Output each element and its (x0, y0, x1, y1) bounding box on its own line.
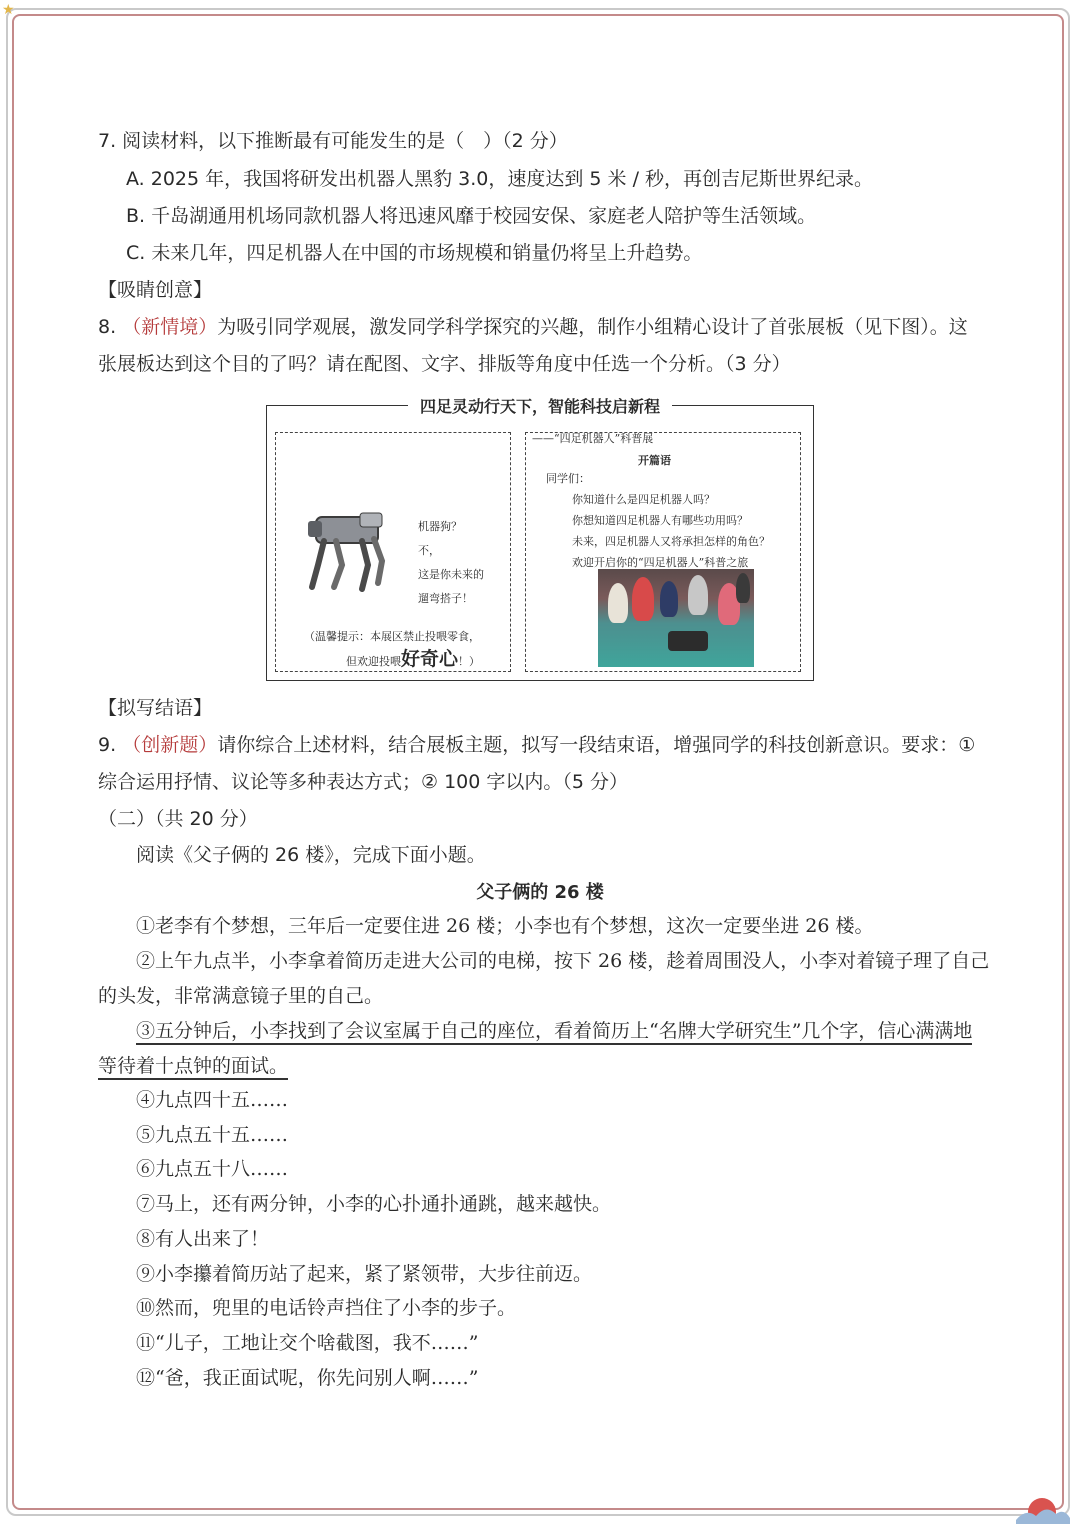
tip-curiosity: 好奇心 (401, 648, 459, 670)
underlined-sentence-a: ③五分钟后，小李找到了会议室属于自己的座位，看着简历上“名牌大学研究生”几个字，信心满满地 (136, 1020, 972, 1045)
right-line-4: 欢迎开启你的“四足机器人”科普之旅 (572, 556, 749, 569)
right-subheader: 开篇语 (638, 454, 671, 467)
story-paragraph-7: ⑦马上，还有两分钟，小李的心扑通扑通跳，越来越快。 (136, 1193, 612, 1215)
part2-instruction: 阅读《父子俩的 26 楼》，完成下面小题。 (136, 844, 486, 866)
exhibition-poster (266, 397, 814, 681)
part2-heading: （二）（共 20 分） (98, 808, 258, 830)
q8-tag: （新情境） (122, 316, 218, 338)
right-line-3: 未来，四足机器人又将承担怎样的角色？ (572, 535, 770, 548)
story-paragraph-3b (98, 1053, 288, 1079)
star-icon: ★ (2, 2, 15, 18)
q7-stem: 7. 阅读材料，以下推断最有可能发生的是（ ）（2 分） (98, 130, 568, 152)
q7-option-a: A. 2025 年，我国将研发出机器人黑豹 3.0，速度达到 5 米 / 秒，再创吉尼斯世界纪录。 (126, 168, 874, 190)
story-paragraph-6: ⑥九点五十八…… (136, 1158, 289, 1180)
story-paragraph-8: ⑧有人出来了！ (136, 1228, 270, 1250)
q7-option-b: B. 千岛湖通用机场同款机器人将迅速风靡于校园安保、家庭老人陪护等生活领域。 (126, 205, 817, 227)
speech-line-2: 不， (418, 544, 440, 557)
poster-title: 四足灵动行天下，智能科技启新程 (267, 394, 813, 417)
poster-left-panel (275, 432, 511, 672)
corner-decoration-icon (1012, 1490, 1070, 1524)
story-paragraph-3a (136, 1018, 972, 1044)
robot-dog-icon (302, 495, 394, 595)
story-paragraph-11: ⑪“儿子，工地让交个啥截图，我不……” (136, 1332, 479, 1354)
story-paragraph-12: ⑫“爸，我正面试呢，你先问别人啊……” (136, 1367, 479, 1389)
story-paragraph-5: ⑤九点五十五…… (136, 1124, 289, 1146)
story-paragraph-9: ⑨小李攥着简历站了起来，紧了紧领带，大步往前迈。 (136, 1263, 593, 1285)
q8-number: 8. (98, 316, 117, 338)
speech-line-1: 机器狗？ (418, 520, 462, 533)
q9-number: 9. (98, 734, 117, 756)
tip-prefix: 但欢迎投喂 (346, 655, 401, 668)
story-title: 父子俩的 26 楼 (476, 882, 604, 903)
tip-suffix: ！） (458, 655, 481, 668)
q9-tag: （创新题） (122, 734, 218, 756)
q9-text-1: 请你综合上述材料，结合展板主题，拟写一段结束语，增强同学的科技创新意识。要求：① (217, 734, 976, 756)
story-paragraph-10: ⑩然而，兜里的电话铃声挡住了小李的步子。 (136, 1297, 517, 1319)
section-ending-heading: 【拟写结语】 (98, 697, 213, 719)
right-greeting: 同学们： (546, 472, 590, 485)
underlined-sentence-b: 等待着十点钟的面试。 (98, 1055, 288, 1080)
q8-text-1: 为吸引同学观展，激发同学科学探究的兴趣，制作小组精心设计了首张展板（见下图）。这 (217, 316, 968, 338)
tip-line-1: （温馨提示：本展区禁止投喂零食， (304, 630, 480, 643)
q7-option-c: C. 未来几年，四足机器人在中国的市场规模和销量仍将呈上升趋势。 (126, 242, 703, 264)
q8-line2: 张展板达到这个目的了吗？请在配图、文字、排版等角度中任选一个分析。（3 分） (98, 353, 791, 375)
q9-line2: 综合运用抒情、议论等多种表达方式；② 100 字以内。（5 分） (98, 771, 629, 793)
q9-line1 (98, 732, 975, 758)
right-header: ——“四足机器人”科普展 (532, 432, 654, 445)
q8-line1 (98, 314, 968, 340)
children-robot-photo (598, 569, 754, 667)
story-paragraph-1: ①老李有个梦想，三年后一定要住进 26 楼；小李也有个梦想，这次一定要坐进 26 楼。 (136, 915, 874, 937)
right-line-2: 你想知道四足机器人有哪些功用吗？ (572, 514, 748, 527)
story-paragraph-2b: 的头发，非常满意镜子里的自己。 (98, 985, 384, 1007)
section-creative-heading: 【吸睛创意】 (98, 279, 213, 301)
speech-line-3: 这是你未来的 (418, 568, 484, 581)
story-paragraph-4: ④九点四十五…… (136, 1089, 289, 1111)
tip-line-2 (346, 648, 481, 670)
story-paragraph-2a: ②上午九点半，小李拿着简历走进大公司的电梯，按下 26 楼，趁着周围没人，小李对着镜子理了自己 (136, 950, 990, 972)
speech-line-4: 遛弯搭子！ (418, 592, 473, 605)
right-line-1: 你知道什么是四足机器人吗？ (572, 493, 715, 506)
poster-right-panel (525, 432, 801, 672)
